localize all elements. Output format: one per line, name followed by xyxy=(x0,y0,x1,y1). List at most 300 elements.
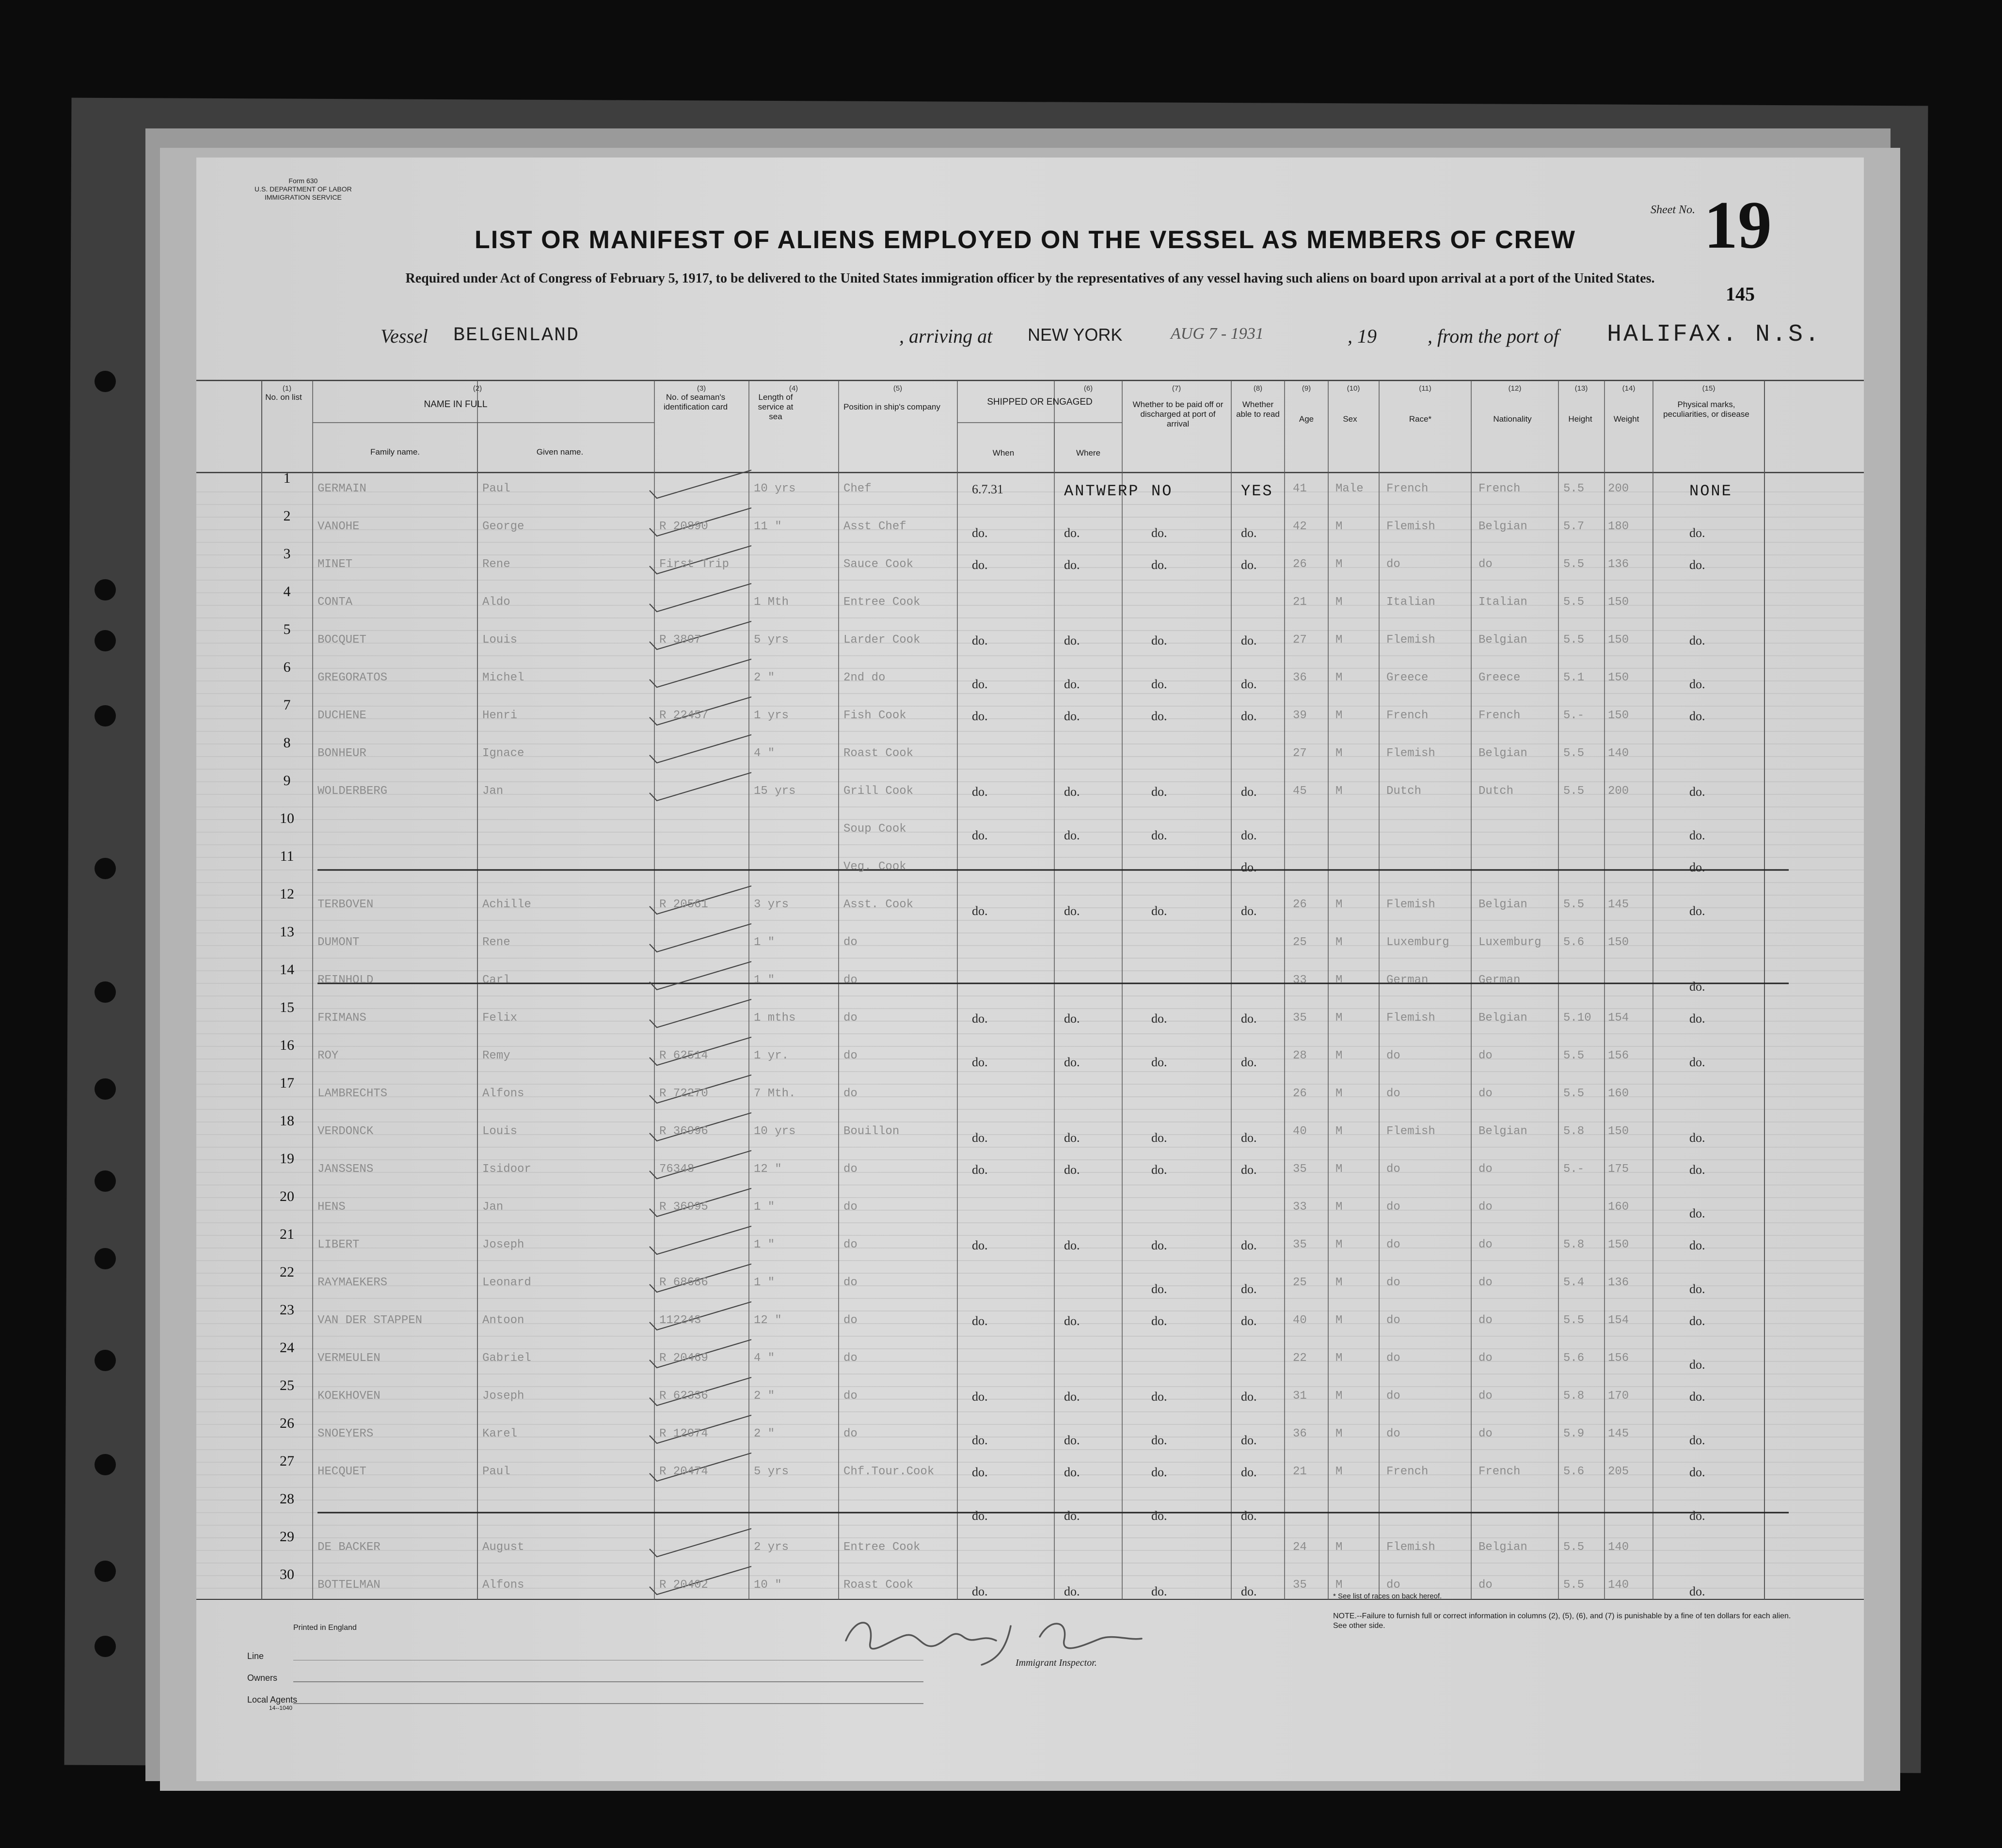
given-name: August xyxy=(482,1541,524,1554)
family-name: GREGORATOS xyxy=(318,671,388,684)
header-family-name: Family name. xyxy=(370,447,420,457)
id-card-number: R 12074 xyxy=(659,1427,708,1440)
check-mark-icon xyxy=(650,659,751,687)
age: 35 xyxy=(1293,1163,1307,1176)
header-nationality: Nationality xyxy=(1493,414,1532,424)
age: 40 xyxy=(1293,1125,1307,1138)
header-race: Race* xyxy=(1409,414,1432,424)
race: French xyxy=(1386,1465,1429,1478)
weight: 140 xyxy=(1608,1579,1629,1592)
length-of-service: 2 " xyxy=(754,1427,775,1440)
weight: 150 xyxy=(1608,1125,1629,1138)
row-number: 2 xyxy=(283,508,291,524)
physical-marks: do. xyxy=(1689,1011,1705,1026)
race: Flemish xyxy=(1386,1125,1435,1138)
age: 35 xyxy=(1293,1011,1307,1025)
position-in-company: do xyxy=(843,936,858,949)
shipped-where: do. xyxy=(1064,1433,1080,1447)
column-number: (7) xyxy=(1172,384,1181,393)
race: Italian xyxy=(1386,596,1435,609)
weight: 136 xyxy=(1608,1276,1629,1289)
height: 5.5 xyxy=(1563,1579,1585,1592)
column-number: (2) xyxy=(473,384,482,393)
check-mark-icon xyxy=(650,962,751,990)
row-number: 7 xyxy=(283,697,291,713)
nationality: Luxemburg xyxy=(1478,936,1541,949)
height: 5.8 xyxy=(1563,1125,1585,1138)
shipped-when: do. xyxy=(972,1163,988,1177)
able-to-read: do. xyxy=(1241,677,1257,691)
family-name: WOLDERBERG xyxy=(318,785,388,798)
position-in-company: Chf.Tour.Cook xyxy=(843,1465,935,1478)
printed-in-england: Printed in England xyxy=(293,1624,357,1632)
physical-marks: do. xyxy=(1689,1465,1705,1479)
height: 5.6 xyxy=(1563,1352,1585,1365)
family-name: SNOEYERS xyxy=(318,1427,374,1440)
length-of-service: 11 " xyxy=(754,520,782,533)
race: French xyxy=(1386,709,1429,722)
length-of-service: 1 " xyxy=(754,1276,775,1289)
row-number: 18 xyxy=(280,1113,294,1129)
able-to-read: do. xyxy=(1241,1238,1257,1252)
given-name: Karel xyxy=(482,1427,518,1440)
shipped-where: do. xyxy=(1064,828,1080,842)
able-to-read: do. xyxy=(1241,785,1257,799)
given-name: Felix xyxy=(482,1011,518,1025)
family-name: VERMEULEN xyxy=(318,1352,381,1365)
manifest-page xyxy=(196,158,1864,1781)
sex: M xyxy=(1335,1390,1343,1403)
family-name: GERMAIN xyxy=(318,482,366,495)
given-name: Ignace xyxy=(482,747,524,760)
shipped-when: do. xyxy=(972,1509,988,1523)
shipped-where: do. xyxy=(1064,1314,1080,1328)
punch-hole xyxy=(95,1561,116,1582)
age: 22 xyxy=(1293,1352,1307,1365)
family-name: LAMBRECHTS xyxy=(318,1087,388,1100)
column-number: (1) xyxy=(282,384,292,393)
length-of-service: 1 mths xyxy=(754,1011,796,1025)
punch-hole xyxy=(95,858,116,879)
paid-off: do. xyxy=(1151,677,1167,691)
length-of-service: 10 " xyxy=(754,1579,782,1592)
age: 31 xyxy=(1293,1390,1307,1403)
race: do xyxy=(1386,1200,1400,1214)
weight: 136 xyxy=(1608,558,1629,571)
shipped-where: do. xyxy=(1064,633,1080,648)
column-number: (3) xyxy=(697,384,706,393)
shipped-where: do. xyxy=(1064,1465,1080,1479)
position-in-company: do xyxy=(843,1276,858,1289)
length-of-service: 15 yrs xyxy=(754,785,796,798)
id-card-number: 76348 xyxy=(659,1163,695,1176)
given-name: Jan xyxy=(482,1200,504,1214)
given-name: Louis xyxy=(482,633,518,647)
race: do xyxy=(1386,1049,1400,1062)
given-name: Michel xyxy=(482,671,524,684)
given-name: Aldo xyxy=(482,596,510,609)
punch-hole xyxy=(95,630,116,651)
position-in-company: Fish Cook xyxy=(843,709,906,722)
family-name: HECQUET xyxy=(318,1465,366,1478)
from-port: HALIFAX. N.S. xyxy=(1607,321,1822,348)
race: Flemish xyxy=(1386,520,1435,533)
nationality: Greece xyxy=(1478,671,1521,684)
footer-local-agents-label: Local Agents xyxy=(247,1695,298,1705)
row-number: 19 xyxy=(280,1151,294,1167)
weight: 150 xyxy=(1608,1238,1629,1251)
check-mark-icon xyxy=(650,999,751,1027)
row-number: 25 xyxy=(280,1377,294,1393)
age: 27 xyxy=(1293,633,1307,647)
length-of-service: 5 yrs xyxy=(754,1465,789,1478)
height: 5.5 xyxy=(1563,1314,1585,1327)
able-to-read: YES xyxy=(1241,482,1273,500)
family-name: LIBERT xyxy=(318,1238,360,1251)
nationality: do xyxy=(1478,1352,1493,1365)
age: 42 xyxy=(1293,520,1307,533)
age: 33 xyxy=(1293,1200,1307,1214)
header-able-read: Whether able to read xyxy=(1236,400,1280,419)
race: Flemish xyxy=(1386,747,1435,760)
position-in-company: do xyxy=(843,1390,858,1403)
arrival-date-stamp: AUG 7 - 1931 xyxy=(1171,325,1264,343)
nationality: do xyxy=(1478,1314,1493,1327)
physical-marks: do. xyxy=(1689,1163,1705,1177)
age: 36 xyxy=(1293,1427,1307,1440)
punch-hole xyxy=(95,1454,116,1475)
family-name: VERDONCK xyxy=(318,1125,374,1138)
id-card-number: R 20474 xyxy=(659,1465,708,1478)
position-in-company: Bouillon xyxy=(843,1125,900,1138)
age: 25 xyxy=(1293,1276,1307,1289)
family-name: VANOHE xyxy=(318,520,360,533)
length-of-service: 1 Mth xyxy=(754,596,789,609)
nationality: Italian xyxy=(1478,596,1527,609)
punch-hole xyxy=(95,1248,116,1269)
shipped-where: do. xyxy=(1064,1055,1080,1069)
physical-marks: do. xyxy=(1689,1358,1705,1372)
nationality: Belgian xyxy=(1478,1011,1527,1025)
shipped-where: do. xyxy=(1064,1011,1080,1026)
header-length-service: Length of service at sea xyxy=(758,393,794,421)
shipped-when: do. xyxy=(972,1131,988,1145)
physical-marks: do. xyxy=(1689,979,1705,994)
height: 5.5 xyxy=(1563,633,1585,647)
given-name: Paul xyxy=(482,482,510,495)
id-card-number: R 62514 xyxy=(659,1049,708,1062)
sex: M xyxy=(1335,1352,1343,1365)
row-number: 20 xyxy=(280,1188,294,1204)
height: 5.8 xyxy=(1563,1238,1585,1251)
sex: M xyxy=(1335,633,1343,647)
weight: 150 xyxy=(1608,709,1629,722)
race: do xyxy=(1386,1163,1400,1176)
height: 5.5 xyxy=(1563,747,1585,760)
paid-off: do. xyxy=(1151,904,1167,918)
punch-hole xyxy=(95,981,116,1003)
paid-off: do. xyxy=(1151,785,1167,799)
header-shipped-engaged: SHIPPED OR ENGAGED xyxy=(987,397,1093,407)
able-to-read: do. xyxy=(1241,1055,1257,1069)
physical-marks: do. xyxy=(1689,1206,1705,1220)
shipped-where: do. xyxy=(1064,709,1080,723)
position-in-company: Asst. Cook xyxy=(843,898,914,911)
position-in-company: Roast Cook xyxy=(843,1579,914,1592)
height: 5.5 xyxy=(1563,898,1585,911)
physical-marks: do. xyxy=(1689,1390,1705,1404)
sheet-number: 19 xyxy=(1704,188,1772,263)
sex: M xyxy=(1335,1314,1343,1327)
length-of-service: 2 " xyxy=(754,671,775,684)
check-mark-icon xyxy=(650,1529,751,1557)
shipped-when: do. xyxy=(972,785,988,799)
footer-owners-label: Owners xyxy=(247,1673,278,1683)
length-of-service: 1 yr. xyxy=(754,1049,789,1062)
height: 5.8 xyxy=(1563,1390,1585,1403)
race: do xyxy=(1386,1238,1400,1251)
immigrant-inspector-label: Immigrant Inspector. xyxy=(1016,1658,1097,1668)
nationality: French xyxy=(1478,1465,1521,1478)
family-name: DUCHENE xyxy=(318,709,366,722)
age: 41 xyxy=(1293,482,1307,495)
shipped-where: do. xyxy=(1064,904,1080,918)
able-to-read: do. xyxy=(1241,558,1257,572)
weight: 150 xyxy=(1608,596,1629,609)
row-number: 29 xyxy=(280,1529,294,1545)
paid-off: do. xyxy=(1151,1390,1167,1404)
punch-hole xyxy=(95,371,116,392)
weight: 205 xyxy=(1608,1465,1629,1478)
nationality: do xyxy=(1478,1276,1493,1289)
family-name: BONHEUR xyxy=(318,747,366,760)
shipped-when: do. xyxy=(972,633,988,648)
shipped-where: do. xyxy=(1064,1163,1080,1177)
department-name: U.S. DEPARTMENT OF LABOR xyxy=(254,185,352,193)
arriving-port: NEW YORK xyxy=(1028,325,1123,345)
given-name: Joseph xyxy=(482,1390,524,1403)
page-subtitle: Required under Act of Congress of February 5, 1917, to be delivered to the United States immigration officer by the representatives of any vessel having such aliens on board upon arrival at a port of the United States. xyxy=(405,271,1655,286)
shipped-when: do. xyxy=(972,1465,988,1479)
shipped-where: do. xyxy=(1064,677,1080,691)
length-of-service: 12 " xyxy=(754,1314,782,1327)
sex: Male xyxy=(1335,482,1364,495)
height: 5.- xyxy=(1563,1163,1585,1176)
sex: M xyxy=(1335,1238,1343,1251)
nationality: do xyxy=(1478,1049,1493,1062)
punch-hole xyxy=(95,1636,116,1657)
header-sex: Sex xyxy=(1343,414,1357,424)
weight: 154 xyxy=(1608,1011,1629,1025)
able-to-read: do. xyxy=(1241,1131,1257,1145)
row-number: 27 xyxy=(280,1453,294,1469)
nationality: do xyxy=(1478,1200,1493,1214)
physical-marks: do. xyxy=(1689,860,1705,874)
row-number: 1 xyxy=(283,470,291,486)
given-name: Rene xyxy=(482,936,510,949)
column-number: (14) xyxy=(1622,384,1636,393)
race: do xyxy=(1386,1427,1400,1440)
sex: M xyxy=(1335,1200,1343,1214)
inspector-signature xyxy=(836,1607,1151,1670)
physical-marks: do. xyxy=(1689,1433,1705,1447)
able-to-read: do. xyxy=(1241,1390,1257,1404)
shipped-when: do. xyxy=(972,677,988,691)
id-card-number: First Trip xyxy=(659,558,730,571)
header-position: Position in ship's company xyxy=(843,402,940,411)
punch-hole xyxy=(95,579,116,600)
sex: M xyxy=(1335,785,1343,798)
sex: M xyxy=(1335,974,1343,987)
footer-form-code: 14--1040 xyxy=(269,1705,293,1711)
id-card-number: R 20561 xyxy=(659,898,708,911)
punch-hole xyxy=(95,1170,116,1192)
paid-off: NO xyxy=(1151,482,1173,500)
physical-marks: do. xyxy=(1689,1282,1705,1296)
age: 26 xyxy=(1293,1087,1307,1100)
weight: 175 xyxy=(1608,1163,1629,1176)
weight: 154 xyxy=(1608,1314,1629,1327)
family-name: BOCQUET xyxy=(318,633,366,647)
family-name: REINHOLD xyxy=(318,974,374,987)
able-to-read: do. xyxy=(1241,1584,1257,1598)
length-of-service: 1 " xyxy=(754,1238,775,1251)
punch-hole xyxy=(95,1078,116,1100)
physical-marks: do. xyxy=(1689,1314,1705,1328)
weight: 200 xyxy=(1608,785,1629,798)
able-to-read: do. xyxy=(1241,1465,1257,1479)
sex: M xyxy=(1335,1125,1343,1138)
id-card-number: R 3807 xyxy=(659,633,701,647)
paid-off: do. xyxy=(1151,1131,1167,1145)
family-name: FRIMANS xyxy=(318,1011,366,1025)
paid-off: do. xyxy=(1151,1433,1167,1447)
shipped-where: do. xyxy=(1064,785,1080,799)
length-of-service: 2 yrs xyxy=(754,1541,789,1554)
row-number: 6 xyxy=(283,659,291,675)
length-of-service: 1 yrs xyxy=(754,709,789,722)
sex: M xyxy=(1335,1465,1343,1478)
position-in-company: do xyxy=(843,1200,858,1214)
id-card-number: R 22457 xyxy=(659,709,708,722)
length-of-service: 12 " xyxy=(754,1163,782,1176)
age: 36 xyxy=(1293,671,1307,684)
given-name: Alfons xyxy=(482,1087,524,1100)
position-in-company: Entree Cook xyxy=(843,596,921,609)
paid-off: do. xyxy=(1151,1314,1167,1328)
age: 40 xyxy=(1293,1314,1307,1327)
position-in-company: Roast Cook xyxy=(843,747,914,760)
nationality: Belgian xyxy=(1478,633,1527,647)
position-in-company: Grill Cook xyxy=(843,785,914,798)
check-mark-icon xyxy=(650,773,751,801)
age: 21 xyxy=(1293,596,1307,609)
row-number: 5 xyxy=(283,621,291,637)
height: 5.6 xyxy=(1563,1465,1585,1478)
weight: 140 xyxy=(1608,747,1629,760)
paid-off: do. xyxy=(1151,633,1167,648)
header-where: Where xyxy=(1076,448,1101,458)
nationality: Dutch xyxy=(1478,785,1514,798)
height: 5.5 xyxy=(1563,596,1585,609)
given-name: Remy xyxy=(482,1049,510,1062)
position-in-company: Sauce Cook xyxy=(843,558,914,571)
weight: 145 xyxy=(1608,1427,1629,1440)
sex: M xyxy=(1335,1427,1343,1440)
length-of-service: 1 " xyxy=(754,974,775,987)
weight: 160 xyxy=(1608,1200,1629,1214)
year-label: , 19 xyxy=(1348,325,1377,347)
column-number: (8) xyxy=(1253,384,1263,393)
nationality: do xyxy=(1478,1163,1493,1176)
vessel-label: Vessel xyxy=(381,325,428,347)
header-age: Age xyxy=(1299,414,1314,424)
position-in-company: do xyxy=(843,1427,858,1440)
position-in-company: do xyxy=(843,1049,858,1062)
column-number: (9) xyxy=(1302,384,1311,393)
physical-marks: do. xyxy=(1689,677,1705,691)
table-grid xyxy=(196,366,1864,1636)
family-name: DUMONT xyxy=(318,936,360,949)
given-name: Antoon xyxy=(482,1314,524,1327)
length-of-service: 10 yrs xyxy=(754,1125,796,1138)
race: do xyxy=(1386,558,1400,571)
physical-marks: do. xyxy=(1689,558,1705,572)
given-name: Gabriel xyxy=(482,1352,531,1365)
given-name: Jan xyxy=(482,785,504,798)
sheet-number-label: Sheet No. xyxy=(1651,204,1695,216)
family-name: TERBOVEN xyxy=(318,898,374,911)
position-in-company: do xyxy=(843,974,858,987)
shipped-when: 6.7.31 xyxy=(972,482,1003,496)
height: 5.6 xyxy=(1563,936,1585,949)
id-card-number: R 20469 xyxy=(659,1352,708,1365)
column-number: (11) xyxy=(1419,384,1431,393)
nationality: French xyxy=(1478,709,1521,722)
row-number: 4 xyxy=(283,584,291,600)
sex: M xyxy=(1335,709,1343,722)
sex: M xyxy=(1335,558,1343,571)
nationality: Belgian xyxy=(1478,1541,1527,1554)
height: 5.10 xyxy=(1563,1011,1591,1025)
length-of-service: 1 " xyxy=(754,1200,775,1214)
physical-marks: do. xyxy=(1689,904,1705,918)
physical-marks: NONE xyxy=(1689,482,1732,500)
position-in-company: Soup Cook xyxy=(843,822,906,836)
paid-off: do. xyxy=(1151,828,1167,842)
from-port-label: , from the port of xyxy=(1428,325,1559,347)
shipped-where: do. xyxy=(1064,1509,1080,1523)
family-name: HENS xyxy=(318,1200,346,1214)
able-to-read: do. xyxy=(1241,860,1257,874)
given-name: Achille xyxy=(482,898,531,911)
row-number: 26 xyxy=(280,1415,294,1431)
nationality: Belgian xyxy=(1478,1125,1527,1138)
position-in-company: do xyxy=(843,1163,858,1176)
weight: 160 xyxy=(1608,1087,1629,1100)
row-number: 23 xyxy=(280,1302,294,1318)
race: Dutch xyxy=(1386,785,1422,798)
nationality: Belgian xyxy=(1478,747,1527,760)
race: do xyxy=(1386,1390,1400,1403)
id-card-number: R 20402 xyxy=(659,1579,708,1592)
nationality: do xyxy=(1478,1579,1493,1592)
sex: M xyxy=(1335,898,1343,911)
sex: M xyxy=(1335,1541,1343,1554)
shipped-where: do. xyxy=(1064,1238,1080,1252)
able-to-read: do. xyxy=(1241,904,1257,918)
header-height: Height xyxy=(1568,414,1592,424)
